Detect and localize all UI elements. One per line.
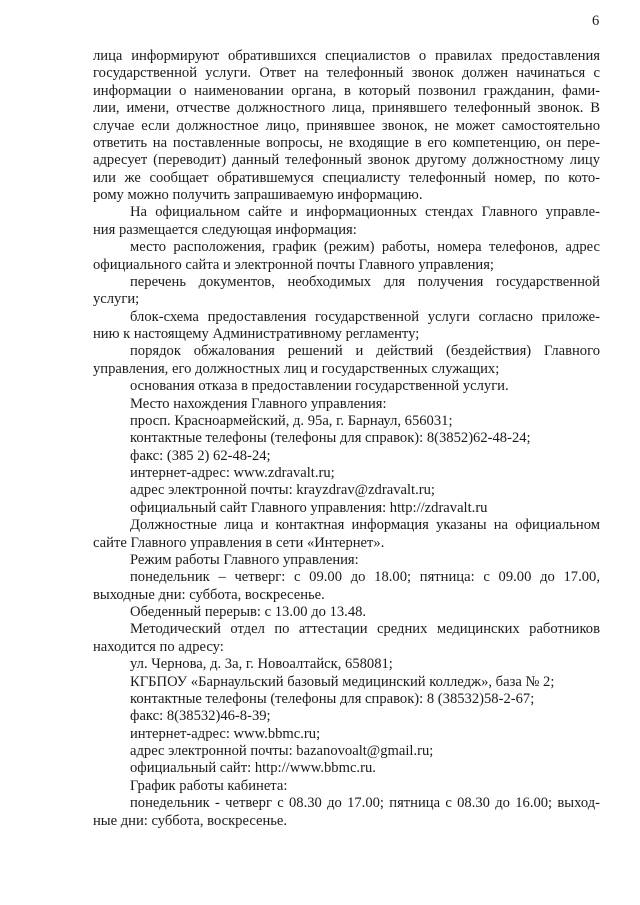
text-line: Место нахождения Главного управления: (130, 395, 387, 412)
text-line: понедельник - четверг с 08.30 до 17.00; пятница с 08.30 до 16.00; выход- (130, 795, 600, 812)
text-line: интернет-адрес: www.zdravalt.ru; (130, 465, 335, 481)
text-line: блок-схема предоставления государственной услуги согласно приложе- (130, 308, 600, 325)
text-line: ул. Чернова, д. 3а, г. Новоалтайск, 658081; (130, 656, 393, 673)
section-heading (93, 552, 600, 569)
organization-line (93, 674, 600, 691)
text-line: или же сообщает обратившемуся специалисту телефонный номер, по кото- (93, 169, 600, 186)
list-item (93, 274, 600, 309)
text-line: факс: 8(38532)46-8-39; (130, 708, 271, 725)
website-line (93, 465, 600, 482)
text-line: сайте Главного управления в сети «Интернет». (93, 534, 385, 551)
text-line: основания отказа в предоставлении государственной услуги. (130, 378, 509, 395)
fax-line (93, 708, 600, 725)
text-line: находится по адресу: (93, 638, 224, 655)
text-line: перечень документов, необходимых для получения государственной (130, 273, 600, 290)
text-line: выходные дни: суббота, воскресенье. (93, 586, 325, 603)
text-line: График работы кабинета: (130, 777, 288, 794)
text-line: случае если должностное лицо, принявшее звонок, не может самостоятельно (93, 117, 600, 134)
text-line: контактные телефоны (телефоны для справок): 8(3852)62-48-24; (130, 430, 531, 447)
paragraph (93, 621, 600, 656)
text-line: лица информируют обратившихся специалистов о правилах предоставления (93, 48, 600, 64)
document-body (93, 48, 600, 830)
email-line (93, 482, 600, 499)
text-line: понедельник – четверг: с 09.00 до 18.00; пятница: с 09.00 до 17.00, (130, 569, 600, 586)
list-item (93, 378, 600, 395)
text-line: ные дни: суббота, воскресенье. (93, 812, 288, 829)
official-site-line (93, 500, 600, 517)
paragraph (93, 204, 600, 239)
paragraph (93, 48, 600, 204)
text-line: На официальном сайте и информационных стендах Главного управле- (130, 204, 600, 221)
text-line: информации о наименовании органа, в который позвонил гражданин, фами- (93, 82, 600, 99)
text-line: Режим работы Главного управления: (130, 551, 359, 568)
section-heading (93, 396, 600, 413)
text-line: ния размещается следующая информация: (93, 221, 357, 238)
text-line: лии, имени, отчестве должностного лица, принявшего телефонный звонок. В (93, 100, 600, 117)
text-line: адрес электронной почты: bazanovoalt@gmail.ru; (130, 743, 434, 759)
list-item (93, 239, 600, 274)
text-line: официального сайта и электронной почты Главного управления; (93, 256, 494, 273)
paragraph (93, 517, 600, 552)
lunch-break-line (93, 604, 600, 621)
text-line: факс: (385 2) 62-48-24; (130, 447, 271, 464)
text-line: государственной услуги. Ответ на телефонный звонок должен начинаться с (93, 65, 600, 82)
text-line: Методический отдел по аттестации средних медицинских работников (130, 621, 600, 638)
text-line: порядок обжалования решений и действий (бездействия) Главного (130, 343, 600, 360)
text-line: официальный сайт: http://www.bbmc.ru. (130, 760, 376, 777)
text-line: интернет-адрес: www.bbmc.ru; (130, 725, 321, 742)
text-line: адресует (переводит) данный телефонный звонок другому должностному лицу (93, 152, 600, 169)
text-line: КГБПОУ «Барнаульский базовый медицинский колледж», база № 2; (130, 673, 555, 690)
text-line: ответить на поставленные вопросы, не входящие в его компетенцию, он пере- (93, 134, 600, 151)
address-line (93, 656, 600, 673)
text-line: нию к настоящему Административному регламенту; (93, 326, 420, 342)
schedule-line (93, 569, 600, 604)
website-line (93, 726, 600, 743)
text-line: официальный сайт Главного управления: http://zdravalt.ru (130, 499, 488, 516)
schedule-line (93, 795, 600, 830)
list-item (93, 343, 600, 378)
fax-line (93, 448, 600, 465)
text-line: место расположения, график (режим) работы, номера телефонов, адрес (130, 239, 600, 256)
text-line: адрес электронной почты: krayzdrav@zdravalt.ru; (130, 482, 435, 499)
phone-line (93, 430, 600, 447)
text-line: просп. Красноармейский, д. 95а, г. Барнаул, 656031; (130, 412, 453, 429)
text-line: Обеденный перерыв: с 13.00 до 13.48. (130, 604, 367, 620)
section-heading (93, 778, 600, 795)
official-site-line (93, 760, 600, 777)
phone-line (93, 691, 600, 708)
text-line: управления, его должностных лиц и государственных служащих; (93, 360, 500, 377)
list-item (93, 309, 600, 344)
email-line (93, 743, 600, 760)
text-line: рому можно получить запрашиваемую информацию. (93, 187, 423, 203)
address-line (93, 413, 600, 430)
text-line: услуги; (93, 291, 140, 308)
text-line: Должностные лица и контактная информация указаны на официальном (130, 517, 600, 534)
page-number: 6 (592, 13, 600, 29)
text-line: контактные телефоны (телефоны для справок): 8 (38532)58-2-67; (130, 690, 535, 707)
